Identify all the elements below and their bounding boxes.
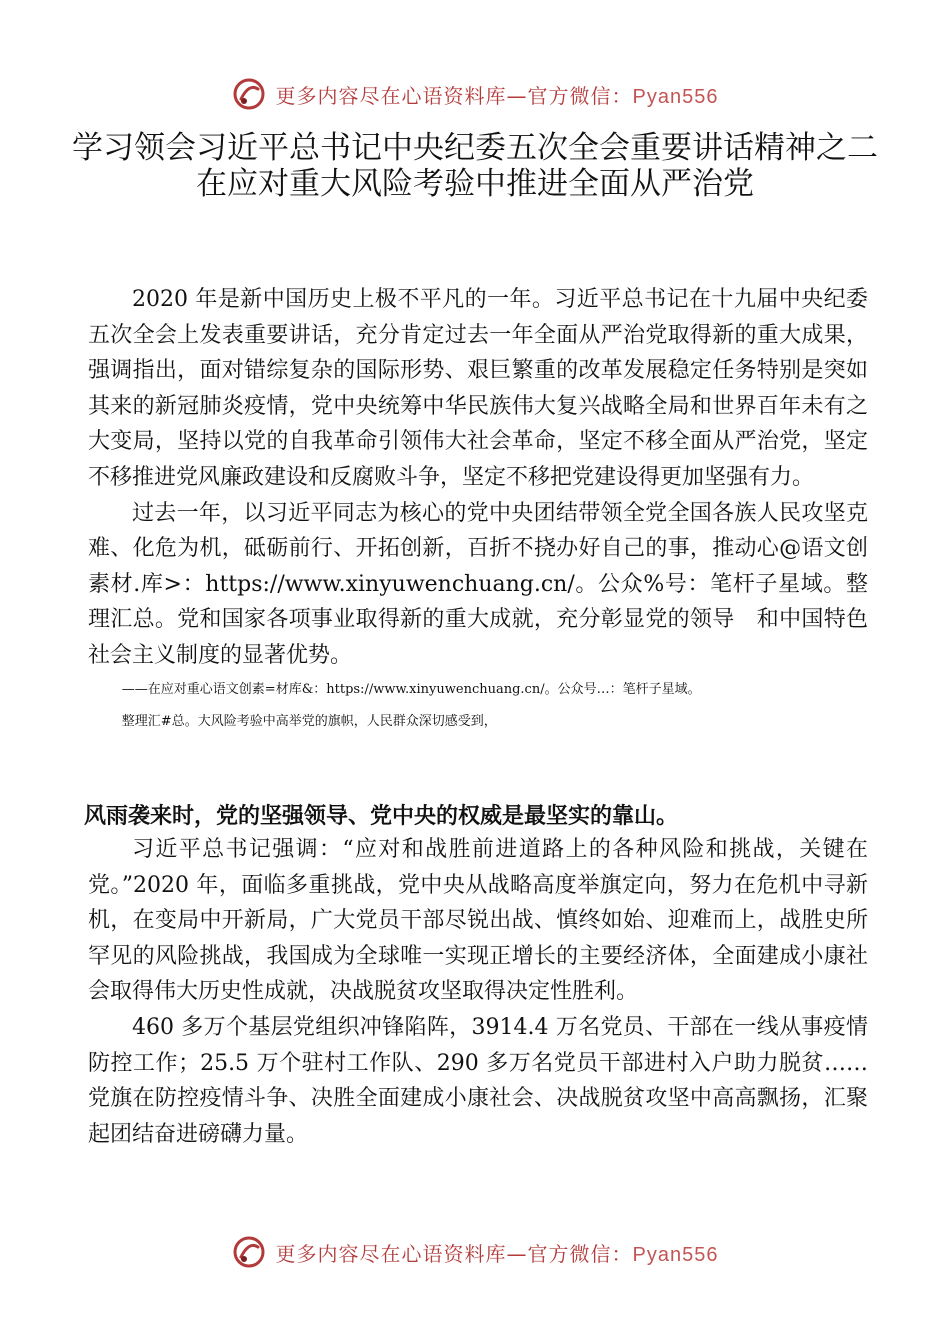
title-line-1: 学习领会习近平总书记中央纪委五次全会重要讲话精神之二 — [72, 130, 878, 166]
top-banner — [0, 74, 950, 114]
bottom-banner — [0, 1232, 950, 1272]
paragraph-3: 习近平总书记强调：“应对和战胜前进道路上的各种风险和挑战，关键在党。”2020 年，面临多重挑战，党中央从战略高度举旗定向，努力在危机中寻新机，在变局中开新局，广大党员干部尽锐出战、慎终如始、迎难而上，战胜史所罕见的风险挑战，我国成为全球唯一实现正增长的主要经济体，全面建成小康社会取得伟大历史性成就，决战脱贫攻坚取得决定性胜利。 — [88, 837, 868, 1005]
banner-text: 更多内容尽在心语资料库—官方微信：Pyan556 — [275, 83, 719, 108]
brand-logo-icon — [232, 77, 266, 111]
paragraph-4: 460 多万个基层党组织冲锋陷阵，3914.4 万名党员、干部在一线从事疫情防控工作；25.5 万个驻村工作队、290 多万名党员干部进村入户助力脱贫……党旗在防控疫情斗争、决胜全面建成小康社会、决战脱贫攻坚中高高飘扬，汇聚起团结奋进磅礴力量。 — [88, 1014, 868, 1147]
section-heading: 风雨袭来时，党的坚强领导、党中央的权威是最坚实的靠山。 — [84, 804, 679, 829]
note-line-2: 整理汇#总。大风险考验中高举党的旗帜，人民群众深切感受到， — [121, 713, 497, 729]
paragraph-2: 过去一年，以习近平同志为核心的党中央团结带领全党全国各族人民攻坚克难、化危为机，砥砺前行、开拓创新，百折不挠办好自己的事，推动心@语文创素材.库>：https://www.xinyuwenchuang.cn/。公众%号：笔杆子星域。整理汇总。党和国家各项事业取得新的重大成就，充分彰显党的领导 和中国特色社会主义制度的显著优势。 — [88, 500, 868, 668]
banner-wechat-id: Pyan556 — [632, 85, 719, 108]
document-title — [0, 130, 950, 202]
body-section-1 — [88, 282, 868, 738]
title-line-2: 在应对重大风险考验中推进全面从严治党 — [196, 166, 754, 202]
banner-wechat-id: Pyan556 — [632, 1243, 719, 1266]
brand-logo-icon — [232, 1235, 266, 1269]
note-line-1: ——在应对重心语文创素=材库&：https://www.xinyuwenchuang.cn/。公众号…：笔杆子星域。 — [121, 681, 701, 697]
paragraph-1: 2020 年是新中国历史上极不平凡的一年。习近平总书记在十九届中央纪委五次全会上发表重要讲话，充分肯定过去一年全面从严治党取得新的重大成果，强调指出，面对错综复杂的国际形势、艰巨繁重的改革发展稳定任务特别是突如其来的新冠肺炎疫情，党中央统筹中华民族伟大复兴战略全局和世界百年未有之大变局，坚持以党的自我革命引领伟大社会革命，坚定不移全面从严治党，坚定不移推进党风廉政建设和反腐败斗争，坚定不移把党建设得更加坚强有力。 — [88, 287, 868, 490]
banner-text: 更多内容尽在心语资料库—官方微信：Pyan556 — [275, 1241, 719, 1266]
body-section-2 — [88, 832, 868, 1152]
